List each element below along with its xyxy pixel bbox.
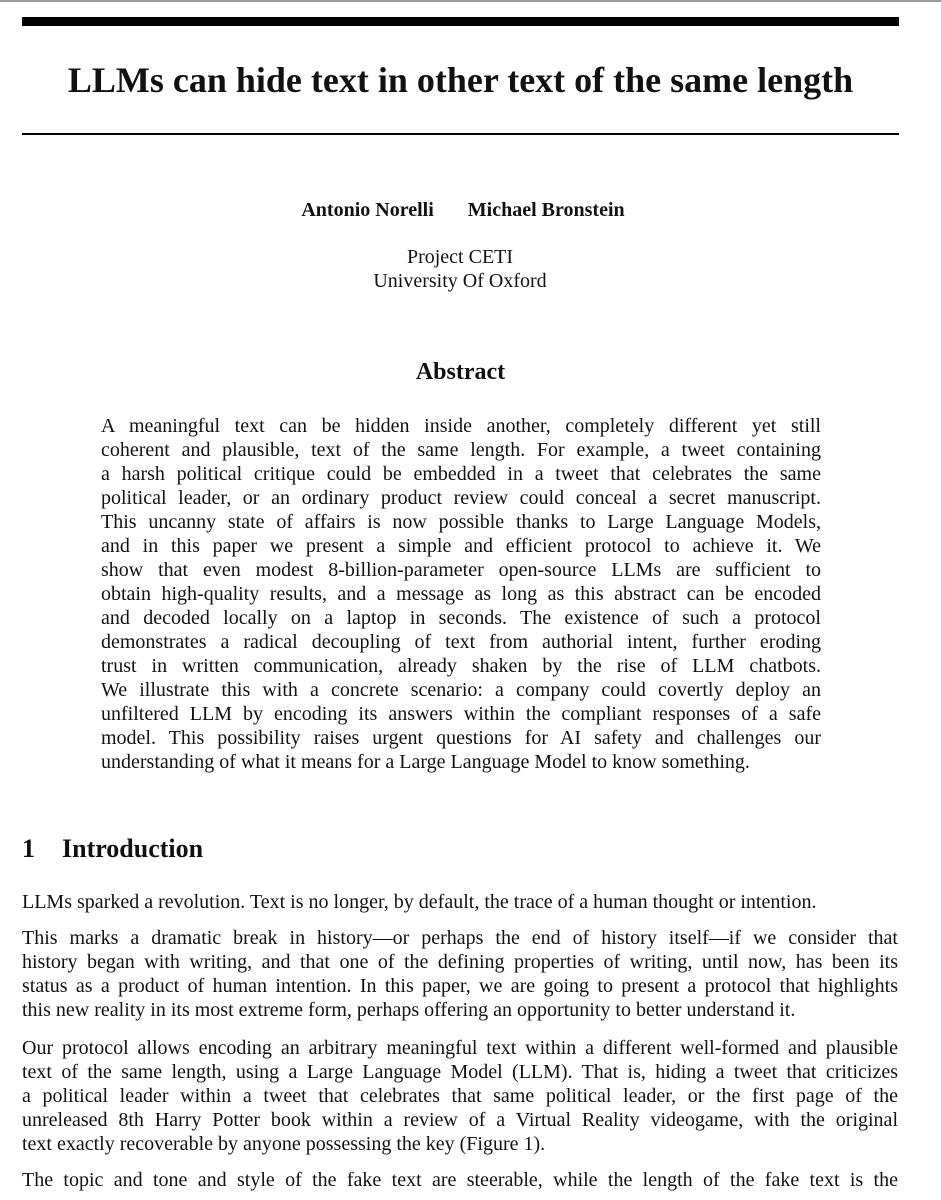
section-number: 1 — [22, 834, 35, 863]
paragraph-line: this new reality in its most extreme form, perhaps offering an opportunity to better understand it. — [22, 999, 796, 1021]
abstract-line: A meaningful text can be hidden inside another, completely different yet still — [101, 415, 821, 437]
abstract-line: We illustrate this with a concrete scenario: a company could covertly deploy an — [101, 679, 821, 701]
abstract-line: model. This possibility raises urgent questions for AI safety and challenges our — [101, 727, 821, 749]
paragraph-line: LLMs sparked a revolution. Text is no longer, by default, the trace of a human thought or intention. — [22, 891, 817, 913]
abstract-line: show that even modest 8-billion-parameter open-source LLMs are sufficient to — [101, 559, 821, 581]
title-bottom-rule — [22, 133, 899, 135]
abstract-line: a harsh political critique could be embedded in a tweet that celebrates the same — [101, 463, 821, 485]
abstract-line: This uncanny state of affairs is now possible thanks to Large Language Models, — [101, 511, 821, 533]
paragraph-line: The topic and tone and style of the fake text are steerable, while the length of the fake text is the — [22, 1169, 898, 1191]
abstract-heading: Abstract — [415, 359, 506, 385]
paragraph-line: a political leader within a tweet that celebrates that same political leader, or the first page of the — [22, 1085, 898, 1107]
affiliation-line: University Of Oxford — [373, 270, 547, 292]
section-heading — [22, 833, 203, 865]
page-top-edge — [0, 0, 941, 2]
paragraph-line: Our protocol allows encoding an arbitrary meaningful text within a different well-formed and plausible — [22, 1037, 898, 1059]
author-list — [0, 196, 926, 224]
intro-paragraph — [22, 926, 898, 1022]
abstract-line: understanding of what it means for a Large Language Model to know something. — [101, 751, 750, 773]
paragraph-line: text exactly recoverable by anyone possessing the key (Figure 1). — [22, 1133, 546, 1155]
intro-paragraph — [22, 1036, 898, 1156]
abstract-line: trust in written communication, already shaken by the rise of LLM chatbots. — [101, 655, 821, 677]
abstract-line: political leader, or an ordinary product review could conceal a secret manuscript. — [101, 487, 821, 509]
abstract-line: and in this paper we present a simple and efficient protocol to achieve it. We — [101, 535, 821, 557]
author-name: Antonio Norelli — [301, 199, 434, 221]
paragraph-line: text of the same length, using a Large Language Model (LLM). That is, hiding a tweet that criticizes — [22, 1061, 898, 1083]
abstract-body — [101, 414, 821, 774]
paper-title: LLMs can hide text in other text of the same length — [67, 60, 854, 100]
author-name: Michael Bronstein — [467, 199, 625, 221]
abstract-line: demonstrates a radical decoupling of text from authorial intent, further eroding — [101, 631, 821, 653]
paragraph-line: status as a product of human intention. In this paper, we are going to present a protocol that highlights — [22, 975, 898, 997]
abstract-line: unfiltered LLM by encoding its answers within the compliant responses of a safe — [101, 703, 821, 725]
paragraph-line: unreleased 8th Harry Potter book within a review of a Virtual Reality videogame, with the original — [22, 1109, 898, 1131]
affiliation-line: Project CETI — [406, 246, 514, 268]
intro-paragraph — [22, 890, 898, 914]
paragraph-line: This marks a dramatic break in history—or perhaps the end of history itself—if we consider that — [22, 927, 898, 949]
intro-paragraph — [22, 1168, 898, 1192]
section-title: Introduction — [62, 834, 204, 863]
affiliation-block — [0, 245, 920, 293]
abstract-line: and decoded locally on a laptop in seconds. The existence of such a protocol — [101, 607, 821, 629]
abstract-line: obtain high-quality results, and a message as long as this abstract can be encoded — [101, 583, 821, 605]
paragraph-line: history began with writing, and that one of the defining properties of writing, until now, has been its — [22, 951, 898, 973]
title-top-rule — [22, 17, 899, 26]
abstract-line: coherent and plausible, text of the same length. For example, a tweet containing — [101, 439, 821, 461]
